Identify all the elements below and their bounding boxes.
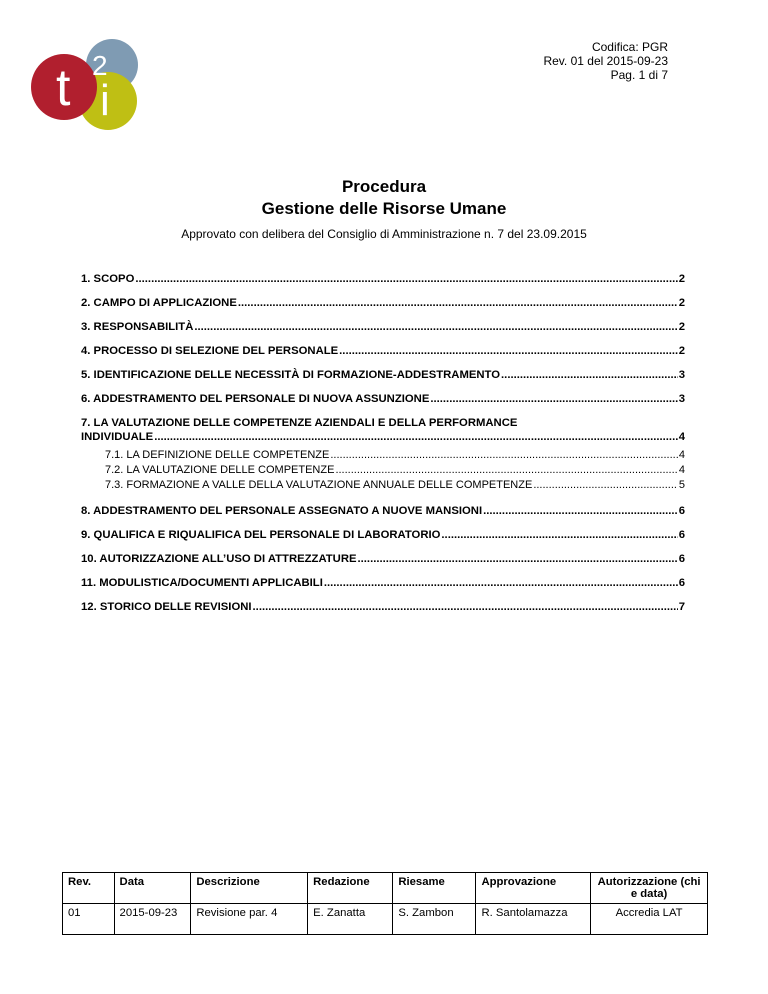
toc-page: 2	[678, 345, 685, 357]
col-header-approvazione: Approvazione	[476, 873, 591, 904]
toc-item[interactable]	[81, 320, 685, 334]
toc-subitem[interactable]	[81, 479, 685, 492]
logo-letter-i: i	[100, 76, 110, 125]
toc-page: 6	[678, 577, 685, 589]
toc-label: 5. IDENTIFICAZIONE DELLE NECESSITÀ DI FORMAZIONE-ADDESTRAMENTO	[81, 369, 501, 381]
toc-label: 4. PROCESSO DI SELEZIONE DEL PERSONALE	[81, 345, 339, 357]
toc-page: 5	[678, 479, 685, 491]
table-of-contents	[81, 272, 685, 624]
toc-page: 2	[678, 273, 685, 285]
toc-page: 2	[678, 297, 685, 309]
toc-label: 11. MODULISTICA/DOCUMENTI APPLICABILI	[81, 577, 323, 589]
document-header-info	[543, 40, 668, 82]
cell-data: 2015-09-23	[114, 904, 191, 935]
toc-item[interactable]	[81, 504, 685, 518]
page-number-label: Pag. 1 di 7	[610, 68, 668, 82]
document-title-line2: Gestione delle Risorse Umane	[261, 199, 507, 218]
col-header-descrizione: Descrizione	[191, 873, 308, 904]
cell-autorizzazione: Accredia LAT	[591, 904, 708, 935]
cell-riesame: S. Zambon	[393, 904, 476, 935]
toc-label: 7.1. LA DEFINIZIONE DELLE COMPETENZE	[105, 449, 330, 461]
toc-subitem[interactable]	[81, 464, 685, 477]
toc-item[interactable]	[81, 368, 685, 382]
codifica-label: Codifica: PGR	[591, 40, 668, 54]
toc-item[interactable]	[81, 552, 685, 566]
logo-letter-t: t	[56, 59, 71, 117]
document-subtitle: Approvato con delibera del Consiglio di Amministrazione n. 7 del 23.09.2015	[181, 227, 587, 241]
toc-page: 3	[678, 393, 685, 405]
toc-page: 4	[678, 431, 685, 443]
cell-redazione: E. Zanatta	[308, 904, 393, 935]
toc-subitem[interactable]	[81, 449, 685, 462]
toc-label: 6. ADDESTRAMENTO DEL PERSONALE DI NUOVA ASSUNZIONE	[81, 393, 430, 405]
col-header-riesame: Riesame	[393, 873, 476, 904]
cell-descrizione: Revisione par. 4	[191, 904, 308, 935]
company-logo	[30, 35, 142, 130]
toc-label: 1. SCOPO	[81, 273, 135, 285]
toc-label-line1: 7. LA VALUTAZIONE DELLE COMPETENZE AZIENDALI E DELLA PERFORMANCE	[81, 417, 518, 429]
logo-letter-2: 2	[92, 50, 108, 81]
table-row	[63, 904, 708, 935]
toc-item[interactable]	[81, 528, 685, 542]
col-header-autorizzazione: Autorizzazione (chi e data)	[591, 873, 708, 904]
toc-label: 7.3. FORMAZIONE A VALLE DELLA VALUTAZIONE ANNUALE DELLE COMPETENZE	[105, 479, 533, 491]
toc-page: 6	[678, 553, 685, 565]
toc-page: 2	[678, 321, 685, 333]
toc-page: 6	[678, 505, 685, 517]
revision-table	[62, 872, 708, 935]
toc-item[interactable]	[81, 296, 685, 310]
cell-approvazione: R. Santolamazza	[476, 904, 591, 935]
col-header-rev: Rev.	[63, 873, 115, 904]
cell-rev: 01	[63, 904, 115, 935]
toc-label: 9. QUALIFICA E RIQUALIFICA DEL PERSONALE DI LABORATORIO	[81, 529, 441, 541]
toc-label-line2: INDIVIDUALE	[81, 431, 154, 443]
toc-page: 4	[678, 464, 685, 476]
title-block	[0, 176, 768, 241]
toc-item[interactable]	[81, 272, 685, 286]
toc-page: 3	[678, 369, 685, 381]
toc-item[interactable]	[81, 344, 685, 358]
document-title-line1: Procedura	[341, 177, 427, 196]
toc-label: 2. CAMPO DI APPLICAZIONE	[81, 297, 237, 309]
toc-label: 8. ADDESTRAMENTO DEL PERSONALE ASSEGNATO A NUOVE MANSIONI	[81, 505, 483, 517]
toc-item[interactable]	[81, 392, 685, 406]
revision-label: Rev. 01 del 2015-09-23	[543, 54, 668, 68]
revision-table-header-row	[63, 873, 708, 904]
toc-label: 10. AUTORIZZAZIONE ALL’USO DI ATTREZZATURE	[81, 553, 357, 565]
toc-label: 12. STORICO DELLE REVISIONI	[81, 601, 252, 613]
col-header-data: Data	[114, 873, 191, 904]
toc-label: 3. RESPONSABILITÀ	[81, 321, 194, 333]
toc-page: 7	[678, 601, 685, 613]
toc-page: 6	[678, 529, 685, 541]
toc-item[interactable]	[81, 416, 685, 444]
col-header-redazione: Redazione	[308, 873, 393, 904]
toc-label: 7.2. LA VALUTAZIONE DELLE COMPETENZE	[105, 464, 335, 476]
toc-page: 4	[678, 449, 685, 461]
toc-item[interactable]	[81, 600, 685, 614]
toc-item[interactable]	[81, 576, 685, 590]
